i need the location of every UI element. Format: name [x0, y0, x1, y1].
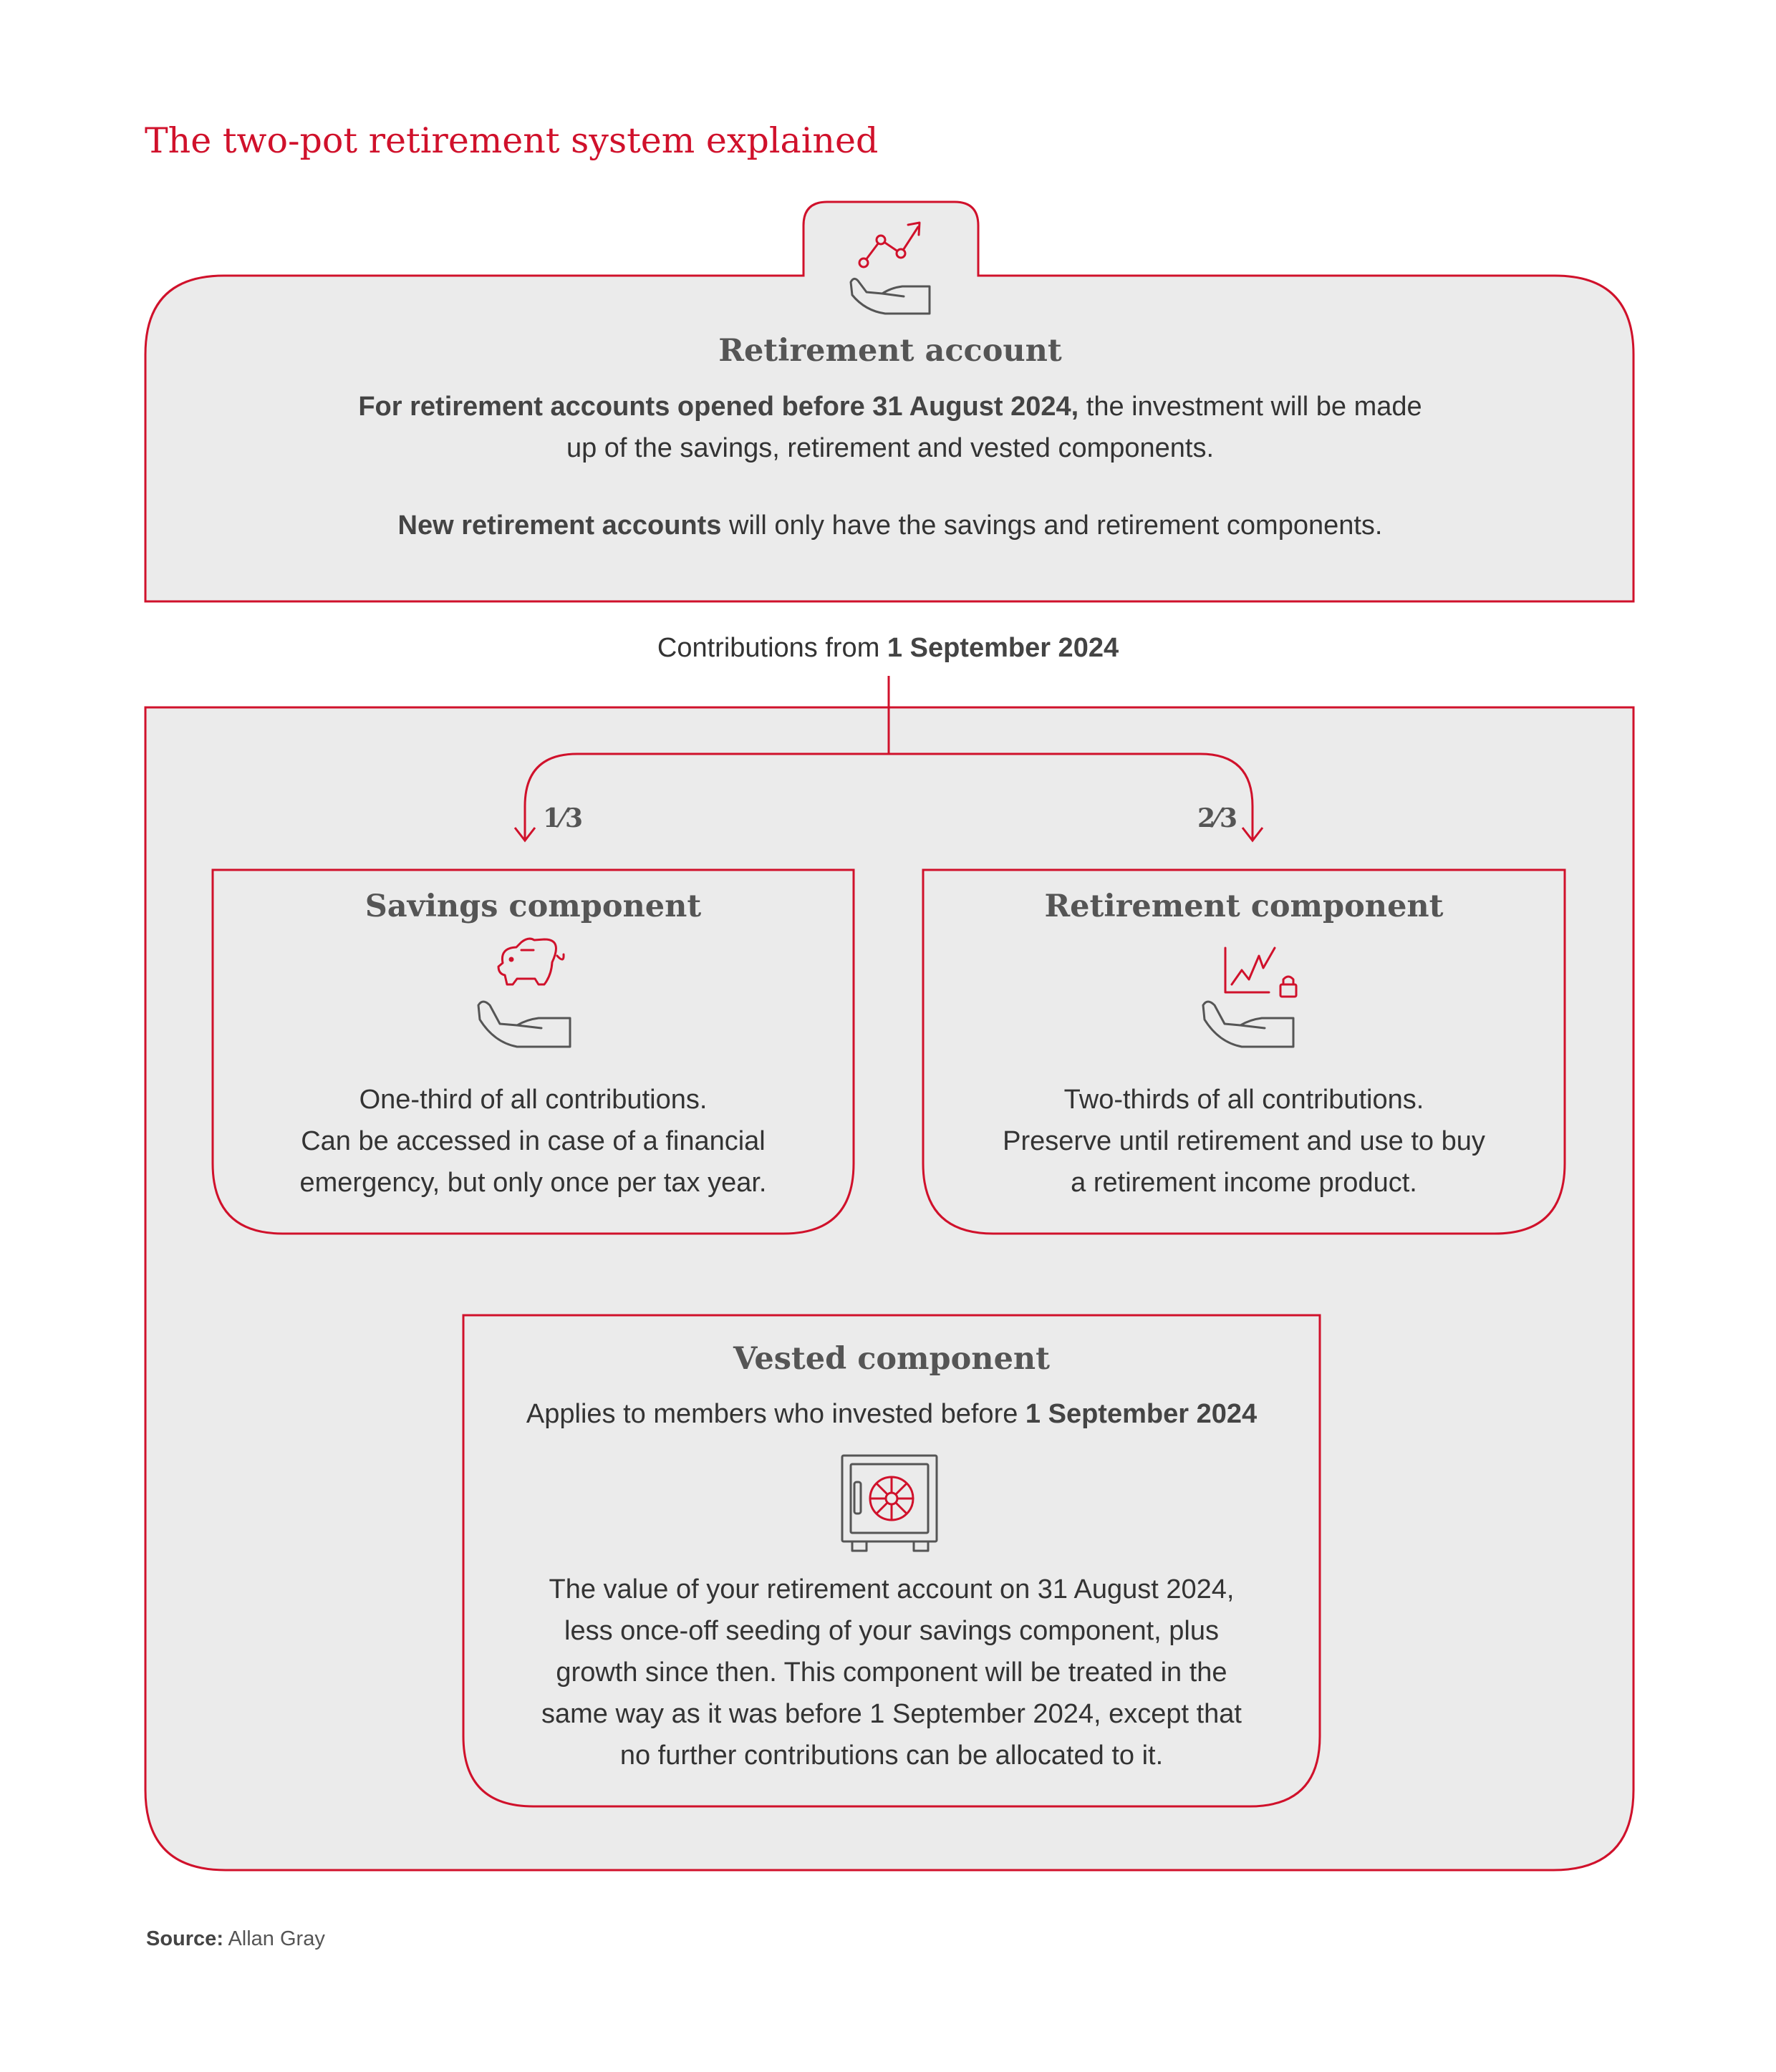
- vested-component-heading: Vested component: [733, 1341, 1051, 1377]
- page-title: The two-pot retirement system explained: [145, 120, 879, 161]
- savings-component-text: One-third of all contributions. Can be accessed in case of a financial emergency, but only once per tax year.: [299, 1085, 767, 1198]
- retirement-component-text: Two-thirds of all contributions. Preserve until retirement and use to buy a retirement income product.: [1003, 1085, 1485, 1198]
- savings-component-heading: Savings component: [365, 889, 702, 924]
- retirement-account-heading: Retirement account: [718, 333, 1062, 369]
- retirement-account-text: [217, 386, 1563, 546]
- source-note: Source: Allan Gray: [146, 1927, 325, 1950]
- retirement-fraction: 2⁄3: [1197, 803, 1238, 833]
- contributions-label: Contributions from 1 September 2024: [657, 633, 1119, 663]
- vested-component-text: The value of your retirement account on 31 August 2024, less once-off seeding of your savings component, plus growth since then. This component will be treated in the same way as it was before 1 September 2024, except that no further contributions can be allocated to it.: [541, 1574, 1242, 1771]
- retirement-account-line-2: up of the savings, retirement and vested components.: [566, 433, 1215, 463]
- retirement-component-heading: Retirement component: [1044, 889, 1444, 924]
- vested-component-subtitle: Applies to members who invested before 1 September 2024: [526, 1399, 1258, 1429]
- savings-fraction: 1⁄3: [543, 803, 584, 833]
- retirement-account-line-1: For retirement accounts opened before 31 August 2024, the investment will be made: [358, 392, 1422, 422]
- retirement-account: [217, 333, 1563, 546]
- retirement-account-line-3: New retirement accounts will only have the savings and retirement components.: [397, 510, 1383, 541]
